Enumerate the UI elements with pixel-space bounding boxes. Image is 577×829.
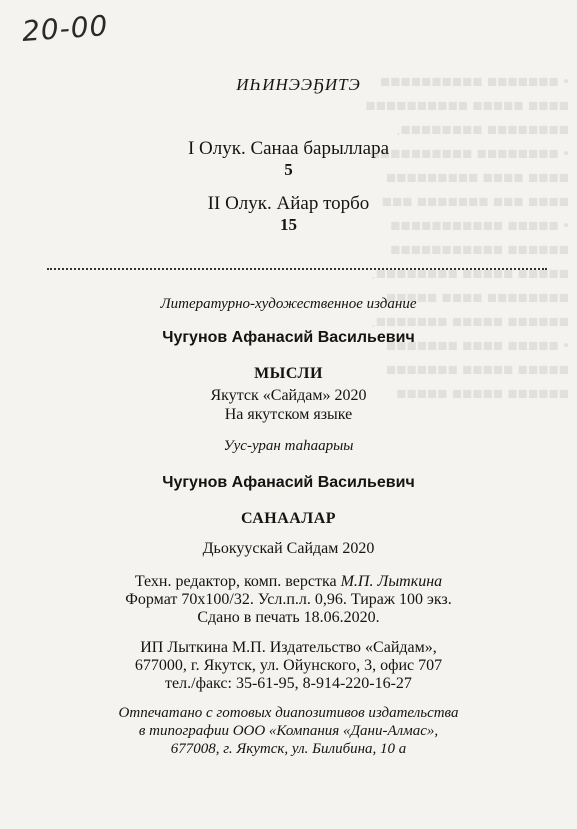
- author-yakut: Чугунов Афанасий Васильевич: [162, 474, 415, 491]
- handwritten-price: 20-00: [20, 9, 110, 48]
- publisher-address: 677000, г. Якутск, ул. Ойунского, 3, офис 707: [134, 657, 443, 674]
- tech-editor-label: Техн. редактор, комп. верстка: [134, 573, 341, 590]
- toc-part-1-label: I Олук. Санаа барыллара: [187, 138, 390, 159]
- genre-ru: Литературно-художественное издание: [160, 296, 417, 312]
- genre-yakut: Уус-уран таһаарыы: [223, 438, 354, 454]
- publisher-name: ИП Лыткина М.П. Издательство «Сайдам»,: [140, 639, 437, 656]
- toc-part-2-label: II Олук. Айар торбо: [207, 193, 370, 214]
- printing-line-1: Отпечатано с готовых диапозитивов издательства: [118, 705, 459, 721]
- printing-line-2: в типографии ООО «Компания «Дани-Алмас»,: [138, 723, 439, 739]
- publisher-phone: тел./факс: 35-61-95, 8-914-220-16-27: [165, 675, 412, 692]
- toc-heading: ИҺИНЭЭҔИТЭ: [236, 75, 361, 94]
- toc-part-1-page: 5: [284, 160, 293, 179]
- show-through-text: • ■■■■■■■ ■■■■■■■■■■ ■■■■ ■■■■■ ■■■■■■■■■■ ■■■■■■■■ ■■■■■■■■. • ■■■■■■■■ ■■■■■■■■■■ ■■■■ ■■■■ ■■■■■■■■■ ■■■■ ■■■ ■■■■■■■ ■■■ • ■■■■■ ■■■■■■■■■■■ ■■■■■■ ■■■■■■■■■■■ ■■■■■ ■■■■■ ■■■■■■■■. ■■■■■■■■ ■■■■ ■■■■■ ■■■■■■ ■■■■■ ■■■■■■■. • ■■■■■ ■■■■ ■■■■■■■ ■■■■■ ■■■■■ ■■■■■■■ ■■■■■■ ■■■■■ ■■■■■: [365, 72, 569, 403]
- title-yakut: САНААЛАР: [240, 510, 337, 527]
- publisher-ru: Якутск «Сайдам» 2020: [210, 387, 367, 404]
- printing-line-3: 677008, г. Якутск, ул. Билибина, 10 а: [170, 741, 407, 757]
- tech-editor-name: М.П. Лыткина: [340, 573, 443, 590]
- toc-part-2-page: 15: [280, 215, 297, 234]
- format-line: Формат 70х100/32. Усл.п.л. 0,96. Тираж 100 экз.: [125, 591, 452, 608]
- publisher-yakut: Дьокуускай Сайдам 2020: [202, 540, 375, 557]
- language-note: На якутском языке: [224, 406, 353, 423]
- dotted-divider: [47, 268, 547, 270]
- signed-date: Сдано в печать 18.06.2020.: [197, 609, 380, 626]
- title-ru: МЫСЛИ: [254, 365, 323, 382]
- tech-editor: [0, 573, 577, 591]
- author-ru: Чугунов Афанасий Васильевич: [162, 329, 415, 346]
